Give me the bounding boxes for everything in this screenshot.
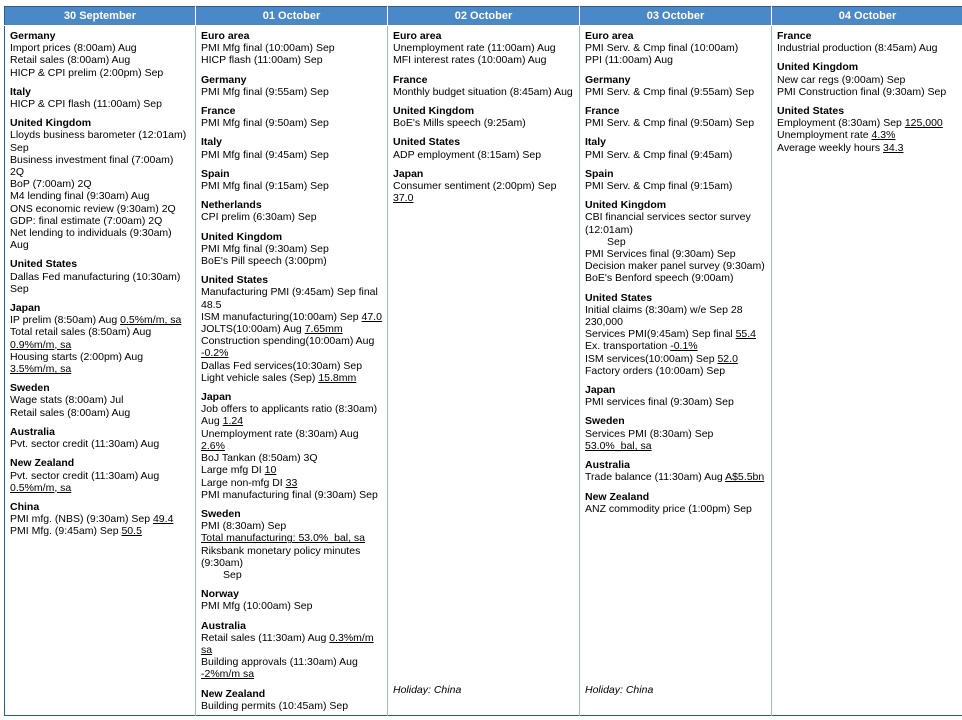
country-heading: Germany: [10, 30, 56, 42]
country-heading: Australia: [10, 425, 55, 438]
event-item: [201, 569, 382, 581]
event-forecast-value: 0.5%m/m, sa: [10, 481, 72, 494]
event-item: PPI (11:00am) Aug: [585, 54, 673, 67]
event-item: Services PMI (8:30am) Sep 53.0%_bal, sa: [585, 427, 714, 452]
day-cell-1: [196, 26, 388, 716]
event-item: Job offers to applicants ratio (8:30am) Aug 1.24: [201, 403, 378, 428]
event-item: Dallas Fed manufacturing (10:30am) Sep: [10, 270, 181, 295]
event-item: PMI Mfg final (9:15am) Sep: [201, 180, 329, 193]
day-header-3: 03 October: [580, 7, 772, 26]
event-item: PMI Mfg. (9:45am) Sep 50.5: [10, 525, 142, 538]
event-forecast-value: 0.9%m/m, sa: [10, 338, 72, 351]
event-item: PMI Mfg final (9:45am) Sep: [201, 148, 329, 161]
event-forecast-value: 4.3%: [871, 129, 896, 142]
event-item: HICP flash (11:00am) Sep: [201, 54, 323, 67]
event-forecast-value: -2%m/m sa: [201, 668, 255, 681]
event-forecast-value: A$5.5bn: [725, 471, 765, 484]
country-heading: Netherlands: [201, 199, 262, 212]
event-forecast-value: 37.0: [393, 192, 414, 205]
event-forecast-value: 53.0%_bal, sa: [585, 439, 652, 452]
country-heading: France: [201, 105, 236, 118]
event-item: PMI Serv. & Cmp final (9:55am) Sep: [585, 85, 755, 98]
event-item: Services PMI(9:45am) Sep final 55.4: [585, 328, 756, 341]
holiday-note: Holiday: China: [585, 683, 654, 696]
event-item: PMI Mfg final (9:55am) Sep: [201, 85, 329, 98]
event-item: Monthly budget situation (8:45am) Aug: [393, 85, 573, 98]
country-heading: Japan: [393, 167, 424, 180]
calendar-table: [4, 6, 962, 716]
event-item: Average weekly hours 34.3: [777, 141, 904, 154]
event-item: Large non-mfg DI 33: [201, 476, 298, 489]
event-item: BoE's Mills speech (9:25am): [393, 117, 526, 130]
event-item: Total retail sales (8:50am) Aug 0.9%m/m, sa: [10, 326, 152, 351]
event-item: PMI Mfg final (10:00am) Sep: [201, 42, 335, 55]
event-item: CBI financial services sector survey (12:01am): [585, 211, 751, 236]
event-item: Ex. transportation -0.1%: [585, 340, 698, 353]
event-item: PMI Mfg final (9:50am) Sep: [201, 117, 329, 130]
event-item: Industrial production (8:45am) Aug: [777, 42, 938, 55]
holiday-note: Holiday: China: [393, 683, 462, 696]
event-item: Consumer sentiment (2:00pm) Sep 37.0: [393, 180, 557, 205]
event-item: GDP: final estimate (7:00am) 2Q: [10, 214, 163, 227]
country-heading: Euro area: [585, 30, 634, 42]
event-item: PMI Serv. & Cmp final (9:45am): [585, 148, 733, 161]
event-forecast-value: 0.3%m/m sa: [201, 631, 374, 656]
country-heading: France: [777, 30, 812, 42]
event-forecast-value: Total manufacturing: 53.0%_bal, sa: [201, 532, 366, 545]
day-content-3: [585, 30, 766, 698]
country-heading: New Zealand: [201, 687, 266, 700]
event-forecast-value: -0.2%: [201, 347, 229, 360]
country-heading: Sweden: [585, 415, 625, 428]
country-heading: United States: [393, 136, 461, 149]
event-item: Housing starts (2:00pm) Aug 3.5%m/m, sa: [10, 350, 144, 376]
event-item: PMI services final (9:30am) Sep: [585, 396, 734, 409]
event-item: Unemployment rate (11:00am) Aug: [393, 42, 556, 55]
event-forecast-value: 34.3: [883, 141, 904, 154]
day-header-4: 04 October: [772, 7, 962, 26]
event-item: BoE's Pill speech (3:00pm): [201, 255, 327, 268]
event-forecast-value: 33: [285, 476, 298, 489]
event-item: PMI Serv. & Cmp final (9:50am) Sep: [585, 117, 755, 130]
country-heading: Germany: [201, 73, 247, 86]
country-heading: Spain: [585, 167, 614, 180]
event-item: PMI mfg. (NBS) (9:30am) Sep 49.4: [10, 513, 174, 526]
event-item: Retail sales (11:30am) Aug 0.3%m/m sa: [201, 631, 374, 656]
event-item: Unemployment rate 4.3%: [777, 129, 896, 142]
country-heading: United States: [777, 105, 845, 118]
event-item: MFI interest rates (10:00am) Aug: [393, 54, 547, 67]
day-cell-2: [388, 26, 580, 716]
event-item: Dallas Fed services(10:30am) Sep: [201, 359, 363, 372]
event-forecast-value: 1.24: [222, 415, 244, 428]
event-item: [201, 532, 382, 544]
day-header-2: 02 October: [388, 7, 580, 26]
event-forecast-value: 0.5%m/m, sa: [120, 314, 182, 327]
day-content-4: [777, 30, 958, 698]
country-heading: United Kingdom: [585, 199, 667, 212]
event-forecast-value: 47.0: [361, 310, 382, 323]
country-heading: New Zealand: [585, 490, 650, 503]
calendar-header-row: [5, 7, 962, 26]
country-heading: France: [393, 73, 428, 86]
event-item: Wage stats (8:00am) Jul: [10, 394, 124, 407]
event-item: Pvt. sector credit (11:30am) Aug 0.5%m/m, sa: [10, 469, 160, 494]
event-forecast-value: 125,000: [904, 117, 943, 130]
country-heading: United States: [585, 291, 653, 304]
event-item: Manufacturing PMI (9:45am) Sep final 48.5: [201, 286, 378, 311]
event-item: Riksbank monetary policy minutes (9:30am): [201, 544, 361, 569]
country-heading: Spain: [201, 167, 230, 180]
event-item: ANZ commodity price (1:00pm) Sep: [585, 502, 752, 515]
event-item: BoE's Benford speech (9:00am): [585, 272, 734, 285]
event-forecast-value: 52.0: [717, 352, 738, 365]
country-heading: Japan: [201, 391, 232, 404]
event-forecast-value: 2.6%: [201, 439, 225, 452]
day-content-1: [201, 30, 382, 712]
event-item: New car regs (9:00am) Sep: [777, 73, 906, 86]
country-heading: United Kingdom: [393, 105, 475, 118]
event-item: Initial claims (8:30am) w/e Sep 28 230,000: [585, 303, 743, 329]
event-item: Employment (8:30am) Sep 125,000: [777, 117, 943, 130]
day-cell-3: [580, 26, 772, 716]
country-heading: Norway: [201, 588, 239, 601]
country-heading: United States: [10, 258, 78, 271]
event-item: Net lending to individuals (9:30am) Aug: [10, 227, 172, 252]
event-continuation: Sep: [223, 568, 242, 581]
event-item: ISM manufacturing(10:00am) Sep 47.0: [201, 310, 382, 323]
country-heading: Australia: [585, 459, 630, 472]
day-content-2: [393, 30, 574, 698]
event-forecast-value: 15.8mm: [318, 371, 357, 384]
country-heading: Italy: [585, 136, 607, 149]
event-item: PMI Services final (9:30am) Sep: [585, 248, 736, 261]
event-item: IP prelim (8:50am) Aug 0.5%m/m, sa: [10, 314, 182, 327]
event-item: BoJ Tankan (8:50am) 3Q: [201, 452, 318, 465]
country-heading: Italy: [10, 85, 32, 98]
event-item: Building permits (10:45am) Sep: [201, 699, 349, 712]
event-item: Decision maker panel survey (9:30am): [585, 260, 765, 273]
country-heading: New Zealand: [10, 457, 75, 470]
event-continuation: Sep: [607, 235, 626, 248]
day-header-0: 30 September: [5, 7, 196, 26]
country-heading: China: [10, 500, 40, 513]
event-forecast-value: -0.1%: [670, 340, 698, 353]
event-item: Import prices (8:00am) Aug: [10, 42, 137, 55]
event-item: Large mfg DI 10: [201, 464, 277, 477]
event-item: ONS economic review (9:30am) 2Q: [10, 202, 176, 215]
event-item: Building approvals (11:30am) Aug -2%m/m sa: [201, 656, 358, 681]
country-heading: Italy: [201, 136, 223, 149]
event-forecast-value: 3.5%m/m, sa: [10, 363, 72, 376]
day-content-0: [10, 30, 190, 698]
event-item: Retail sales (8:00am) Aug: [10, 406, 131, 419]
event-item: Trade balance (11:30am) Aug A$5.5bn: [585, 471, 765, 484]
country-heading: Japan: [10, 302, 41, 315]
event-item: PMI (8:30am) Sep: [201, 520, 287, 533]
event-item: PMI Mfg final (9:30am) Sep: [201, 242, 329, 255]
country-heading: France: [585, 105, 620, 118]
event-item: HICP & CPI flash (11:00am) Sep: [10, 98, 162, 111]
event-item: PMI Serv. & Cmp final (10:00am): [585, 42, 739, 55]
event-item: ISM services(10:00am) Sep 52.0: [585, 352, 738, 365]
country-heading: Sweden: [10, 382, 50, 395]
event-item: ADP employment (8:15am) Sep: [393, 148, 542, 161]
event-item: JOLTS(10:00am) Aug 7.65mm: [201, 323, 343, 336]
country-heading: Euro area: [393, 30, 442, 42]
event-forecast-value: 50.5: [121, 525, 142, 538]
event-item: PMI Mfg (10:00am) Sep: [201, 600, 313, 613]
event-item: Lloyds business barometer (12:01am) Sep: [10, 129, 187, 154]
day-cell-4: [772, 26, 962, 716]
country-heading: United Kingdom: [777, 61, 859, 74]
country-heading: United States: [201, 274, 269, 287]
event-item: Unemployment rate (8:30am) Aug 2.6%: [201, 427, 359, 452]
country-heading: Japan: [585, 384, 616, 397]
event-item: PMI manufacturing final (9:30am) Sep: [201, 488, 378, 501]
event-forecast-value: 55.4: [735, 328, 756, 341]
country-heading: United Kingdom: [201, 230, 283, 243]
country-heading: Sweden: [201, 507, 241, 520]
country-heading: Australia: [201, 619, 246, 632]
country-heading: Euro area: [201, 30, 250, 42]
event-item: CPI prelim (6:30am) Sep: [201, 211, 317, 224]
event-forecast-value: 10: [264, 464, 277, 477]
event-item: [585, 236, 766, 248]
country-heading: United Kingdom: [10, 117, 92, 130]
event-forecast-value: 49.4: [152, 513, 174, 526]
day-header-1: 01 October: [196, 7, 388, 26]
event-item: Business investment final (7:00am) 2Q: [10, 153, 174, 179]
calendar-body-row: [5, 26, 962, 716]
event-item: HICP & CPI prelim (2:00pm) Sep: [10, 66, 164, 79]
event-item: Pvt. sector credit (11:30am) Aug: [10, 438, 160, 451]
event-item: PMI Serv. & Cmp final (9:15am): [585, 180, 733, 193]
event-item: Factory orders (10:00am) Sep: [585, 364, 726, 377]
event-item: BoP (7:00am) 2Q: [10, 178, 92, 191]
event-forecast-value: 7.65mm: [304, 323, 343, 336]
day-cell-0: [5, 26, 196, 716]
event-item: Retail sales (8:00am) Aug: [10, 54, 131, 67]
event-item: Light vehicle sales (Sep) 15.8mm: [201, 371, 357, 384]
event-item: PMI Construction final (9:30am) Sep: [777, 85, 947, 98]
event-item: Construction spending(10:00am) Aug -0.2%: [201, 335, 375, 360]
country-heading: Germany: [585, 73, 631, 86]
event-item: M4 lending final (9:30am) Aug: [10, 190, 150, 203]
